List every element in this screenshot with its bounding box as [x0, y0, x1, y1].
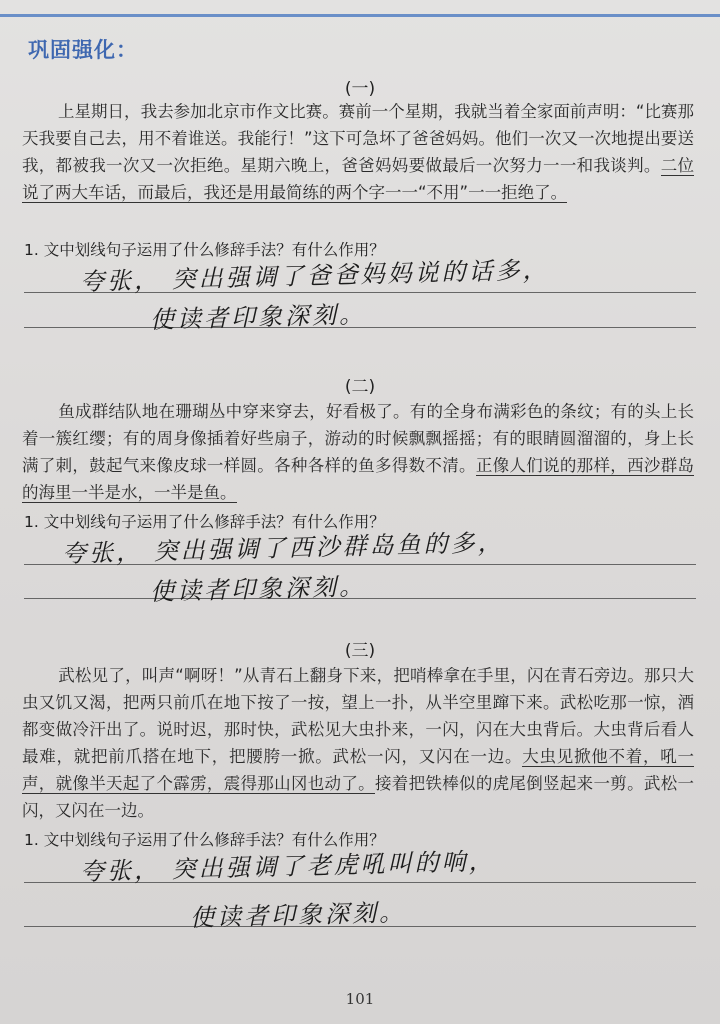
passage-2-underlined-sentence: 正像人们说的那样，西沙群岛的海里一半是水，一半是鱼。 [22, 456, 695, 502]
passage-3-tail: 接着把铁棒似的虎尾倒竖起来一剪。武松一闪，又闪在一边。 [22, 774, 695, 820]
passage-1-handwritten-answer-2: 使读者印象深刻。 [149, 300, 367, 334]
passage-3-underlined-sentence: 大虫见掀他不着，吼一声，就像半天起了个霹雳，震得那山冈也动了。 [22, 747, 694, 793]
passage-3-handwritten-answer-2: 使读者印象深刻。 [189, 898, 407, 932]
passage-2-text [22, 398, 694, 506]
passage-1-heading: (一) [344, 79, 376, 99]
passage-2-handwritten-answer-2: 使读者印象深刻。 [149, 572, 367, 606]
passage-2-heading: (二) [344, 377, 376, 397]
passage-1-question: 1. 文中划线句子运用了什么修辞手法？有什么作用？ [24, 241, 385, 259]
section-title: 巩固强化： [28, 38, 138, 62]
passage-1-underlined-sentence: 二位说了两大车话，而最后，我还是用最简练的两个字一一“不用”一一拒绝了。 [22, 156, 695, 202]
passage-1-body: 上星期日，我去参加北京市作文比赛。赛前一个星期，我就当着全家面前声明：“比赛那天我要自己去，用不着谁送。我能行！”这下可急坏了爸爸妈妈。他们一次又一次地提出要送我，都被我一次又一次拒绝。星期六晚上，爸爸妈妈要做最后一次努力一一和我谈判。 [22, 102, 694, 175]
passage-3-handwritten-answer-1: 夸张， 突出强调了老虎吼叫的响， [79, 847, 496, 886]
passage-2-body: 鱼成群结队地在珊瑚丛中穿来穿去，好看极了。有的全身布满彩色的条纹；有的头上长着一簇红缨；有的周身像插着好些扇子，游动的时候飘飘摇摇；有的眼睛圆溜溜的，身上长满了刺，鼓起气来像皮球一样圆。各种各样的鱼多得数不清。 [22, 402, 694, 475]
passage-1-handwritten-answer-1: 夸张， 突出强调了爸爸妈妈说的话多， [79, 255, 550, 296]
page-number: 101 [345, 990, 375, 1008]
passage-2-handwritten-answer-1: 夸张， 突出强调了西沙群岛鱼的多， [61, 528, 505, 568]
passage-3-text [22, 662, 694, 824]
passage-3-heading: (三) [344, 641, 376, 661]
top-blue-rule [0, 14, 720, 17]
passage-3-question: 1. 文中划线句子运用了什么修辞手法？有什么作用？ [24, 831, 385, 849]
passage-2-question: 1. 文中划线句子运用了什么修辞手法？有什么作用？ [24, 513, 385, 531]
passage-1-text [22, 98, 694, 206]
passage-3-body: 武松见了，叫声“啊呀！”从青石上翻身下来，把哨棒拿在手里，闪在青石旁边。那只大虫又饥又渴，把两只前爪在地下按了一按，望上一扑，从半空里蹿下来。武松吃那一惊，酒都变做冷汗出了。说时迟，那时快，武松见大虫扑来，一闪，闪在大虫背后。大虫背后看人最难，就把前爪搭在地下，把腰胯一掀。武松一闪，又闪在一边。 [22, 666, 694, 766]
